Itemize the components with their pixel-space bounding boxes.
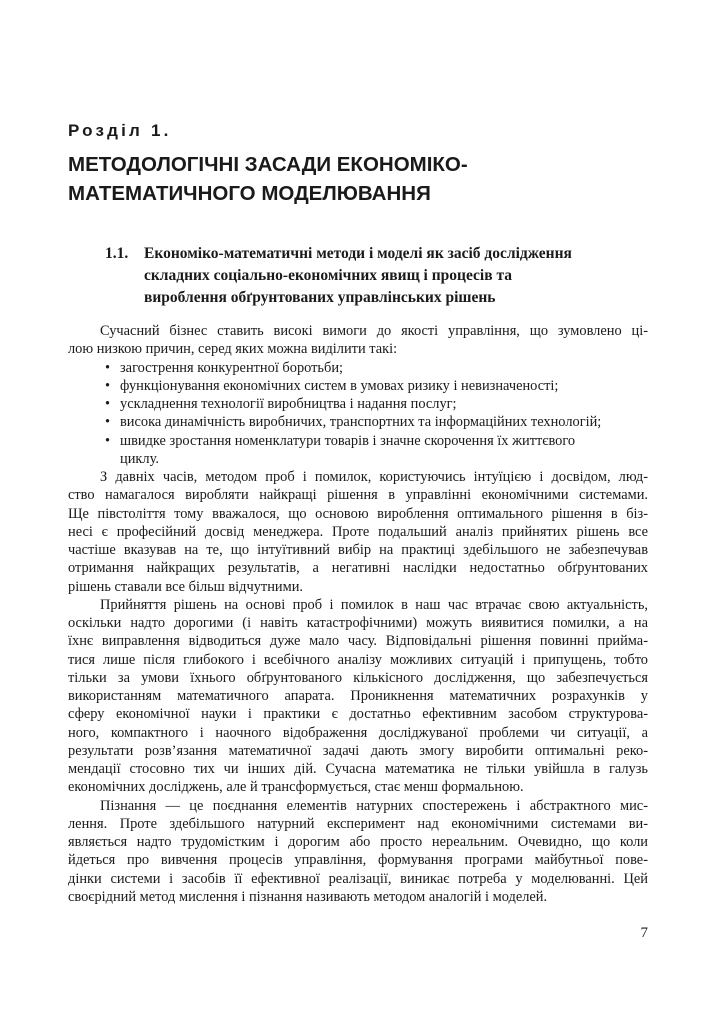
list-item — [68, 395, 648, 413]
paragraph-line: сферу економічної науки і практики є достатньо ефективним засобом структурова- — [68, 706, 648, 723]
list-item-text: загострення конкурентної боротьби; — [120, 359, 344, 376]
paragraph-line: ство намагалося виробляти найкращі рішення в управлінні економічними системами. — [68, 487, 648, 504]
list-item — [68, 359, 648, 377]
subsection-number: 1.1. — [105, 245, 129, 262]
list-item — [68, 377, 648, 395]
bullet-icon: • — [105, 377, 111, 394]
paragraph-line: економічних досліджень, але й трансформується, стає менш формальною. — [68, 779, 524, 796]
paragraph-line: Прийняття рішень на основі проб і помилок в наш час втрачає свою актуальність, — [100, 596, 648, 613]
body-text — [68, 322, 648, 906]
list-item-continuation: циклу. — [120, 450, 159, 467]
bullet-icon: • — [105, 396, 111, 412]
section-label: Розділ 1. — [68, 121, 172, 140]
subsection-title-line: вироблення обґрунтованих управлінських рішень — [144, 289, 496, 306]
paragraph-line: використанням математичного апарата. Проникнення математичних розрахунків у — [68, 688, 648, 704]
paragraph-line: мендації стосовно тих чи інших дій. Сучасна математика не тільки увійшла в галузь — [68, 761, 648, 777]
paragraph-line: тільки за умови їхнього обґрунтованого кількісного дослідження, що забезпечується — [68, 669, 648, 686]
paragraph-line: рішень ставали все більш відчутними. — [68, 578, 304, 595]
paragraph-line: Пізнання — це поєднання елементів натурних спостережень і абстрактного мис- — [100, 797, 648, 814]
paragraph-line: оскільки надто дорогими (і навіть катастрофічними) можуть виявитися помилки, а на — [68, 615, 648, 631]
paragraph-line: своєрідний метод мислення і пізнання називають методом аналогій і моделей. — [68, 888, 548, 905]
list-item-text: функціонування економічних систем в умовах ризику і невизначеності; — [120, 377, 559, 394]
list-item-text: швидке зростання номенклатури товарів і значне скорочення їх життєвого — [120, 432, 576, 449]
list-item — [68, 432, 648, 450]
list-item-text: ускладнення технології виробництва і надання послуг; — [120, 396, 457, 412]
paragraph-line: отримання найкращих результатів, а негативні наслідки недостатньо обґрунтованих — [68, 560, 648, 577]
paragraph-line: несі є професійний досвід менеджера. Проте подальший аналіз прийнятих рішень все — [68, 523, 648, 540]
page-number: 7 — [640, 925, 648, 941]
paragraph-line: ного, компактного і наочного відображення досліджуваної проблеми чи ситуації, а — [68, 724, 648, 741]
paragraph-line: їхнє виправлення відводиться дуже мало часу. Відповідальні рішення повинні прийма- — [68, 633, 648, 650]
list-item-text: висока динамічність виробничих, транспортних та інформаційних технологій; — [120, 414, 602, 431]
bullet-icon: • — [105, 414, 111, 431]
paragraph-line: йдеться про вивчення процесів управління, формування програми майбутньої пове- — [68, 852, 648, 869]
subsection-title — [144, 243, 648, 309]
paragraph-line: являється надто трудомістким і дорогим або просто нереальним. Очевидно, що коли — [68, 834, 648, 850]
subsection-title-line: складних соціально-економічних явищ і процесів та — [144, 267, 513, 284]
bullet-icon: • — [105, 359, 111, 376]
paragraph-line: лення. Проте здебільшого натурний експеримент над економічними системами ви- — [68, 815, 648, 832]
chapter-title-line: МЕТОДОЛОГІЧНІ ЗАСАДИ ЕКОНОМІКО- — [68, 153, 468, 176]
list-item — [68, 413, 648, 431]
bullet-icon: • — [105, 432, 111, 449]
paragraph-line: Ще півстоліття тому вважалося, що основою вироблення оптимального рішення в біз- — [68, 505, 648, 522]
paragraph-line: дінки системи і засобів її ефективної реалізації, виникає потреба у моделюванні. Цей — [68, 870, 648, 887]
paragraph-line: З давніх часів, методом проб і помилок, користуючись інтуїцією і досвідом, люд- — [100, 469, 648, 485]
chapter-title-line: МАТЕМАТИЧНОГО МОДЕЛЮВАННЯ — [68, 182, 431, 205]
subsection-title-line: Економіко-математичні методи і моделі як засіб дослідження — [144, 245, 572, 262]
paragraph-line: лою низкою причин, серед яких можна виділити такі: — [68, 341, 398, 358]
paragraph-line: результати розв’язання математичної задачі дають змогу виробити оптимальні реко- — [68, 742, 648, 759]
paragraph-line: Сучасний бізнес ставить високі вимоги до якості управління, що зумовлено ці- — [100, 323, 648, 339]
subsection-heading — [105, 243, 648, 309]
paragraph-line: тися лише після глибокого і всебічного аналізу можливих ситуацій і припущень, тобто — [68, 651, 648, 668]
paragraph-line: частіше вказував на те, що інтуїтивний вибір на практиці здебільшого не забезпечував — [68, 542, 648, 558]
chapter-title — [68, 150, 648, 208]
document-page — [68, 0, 648, 1024]
